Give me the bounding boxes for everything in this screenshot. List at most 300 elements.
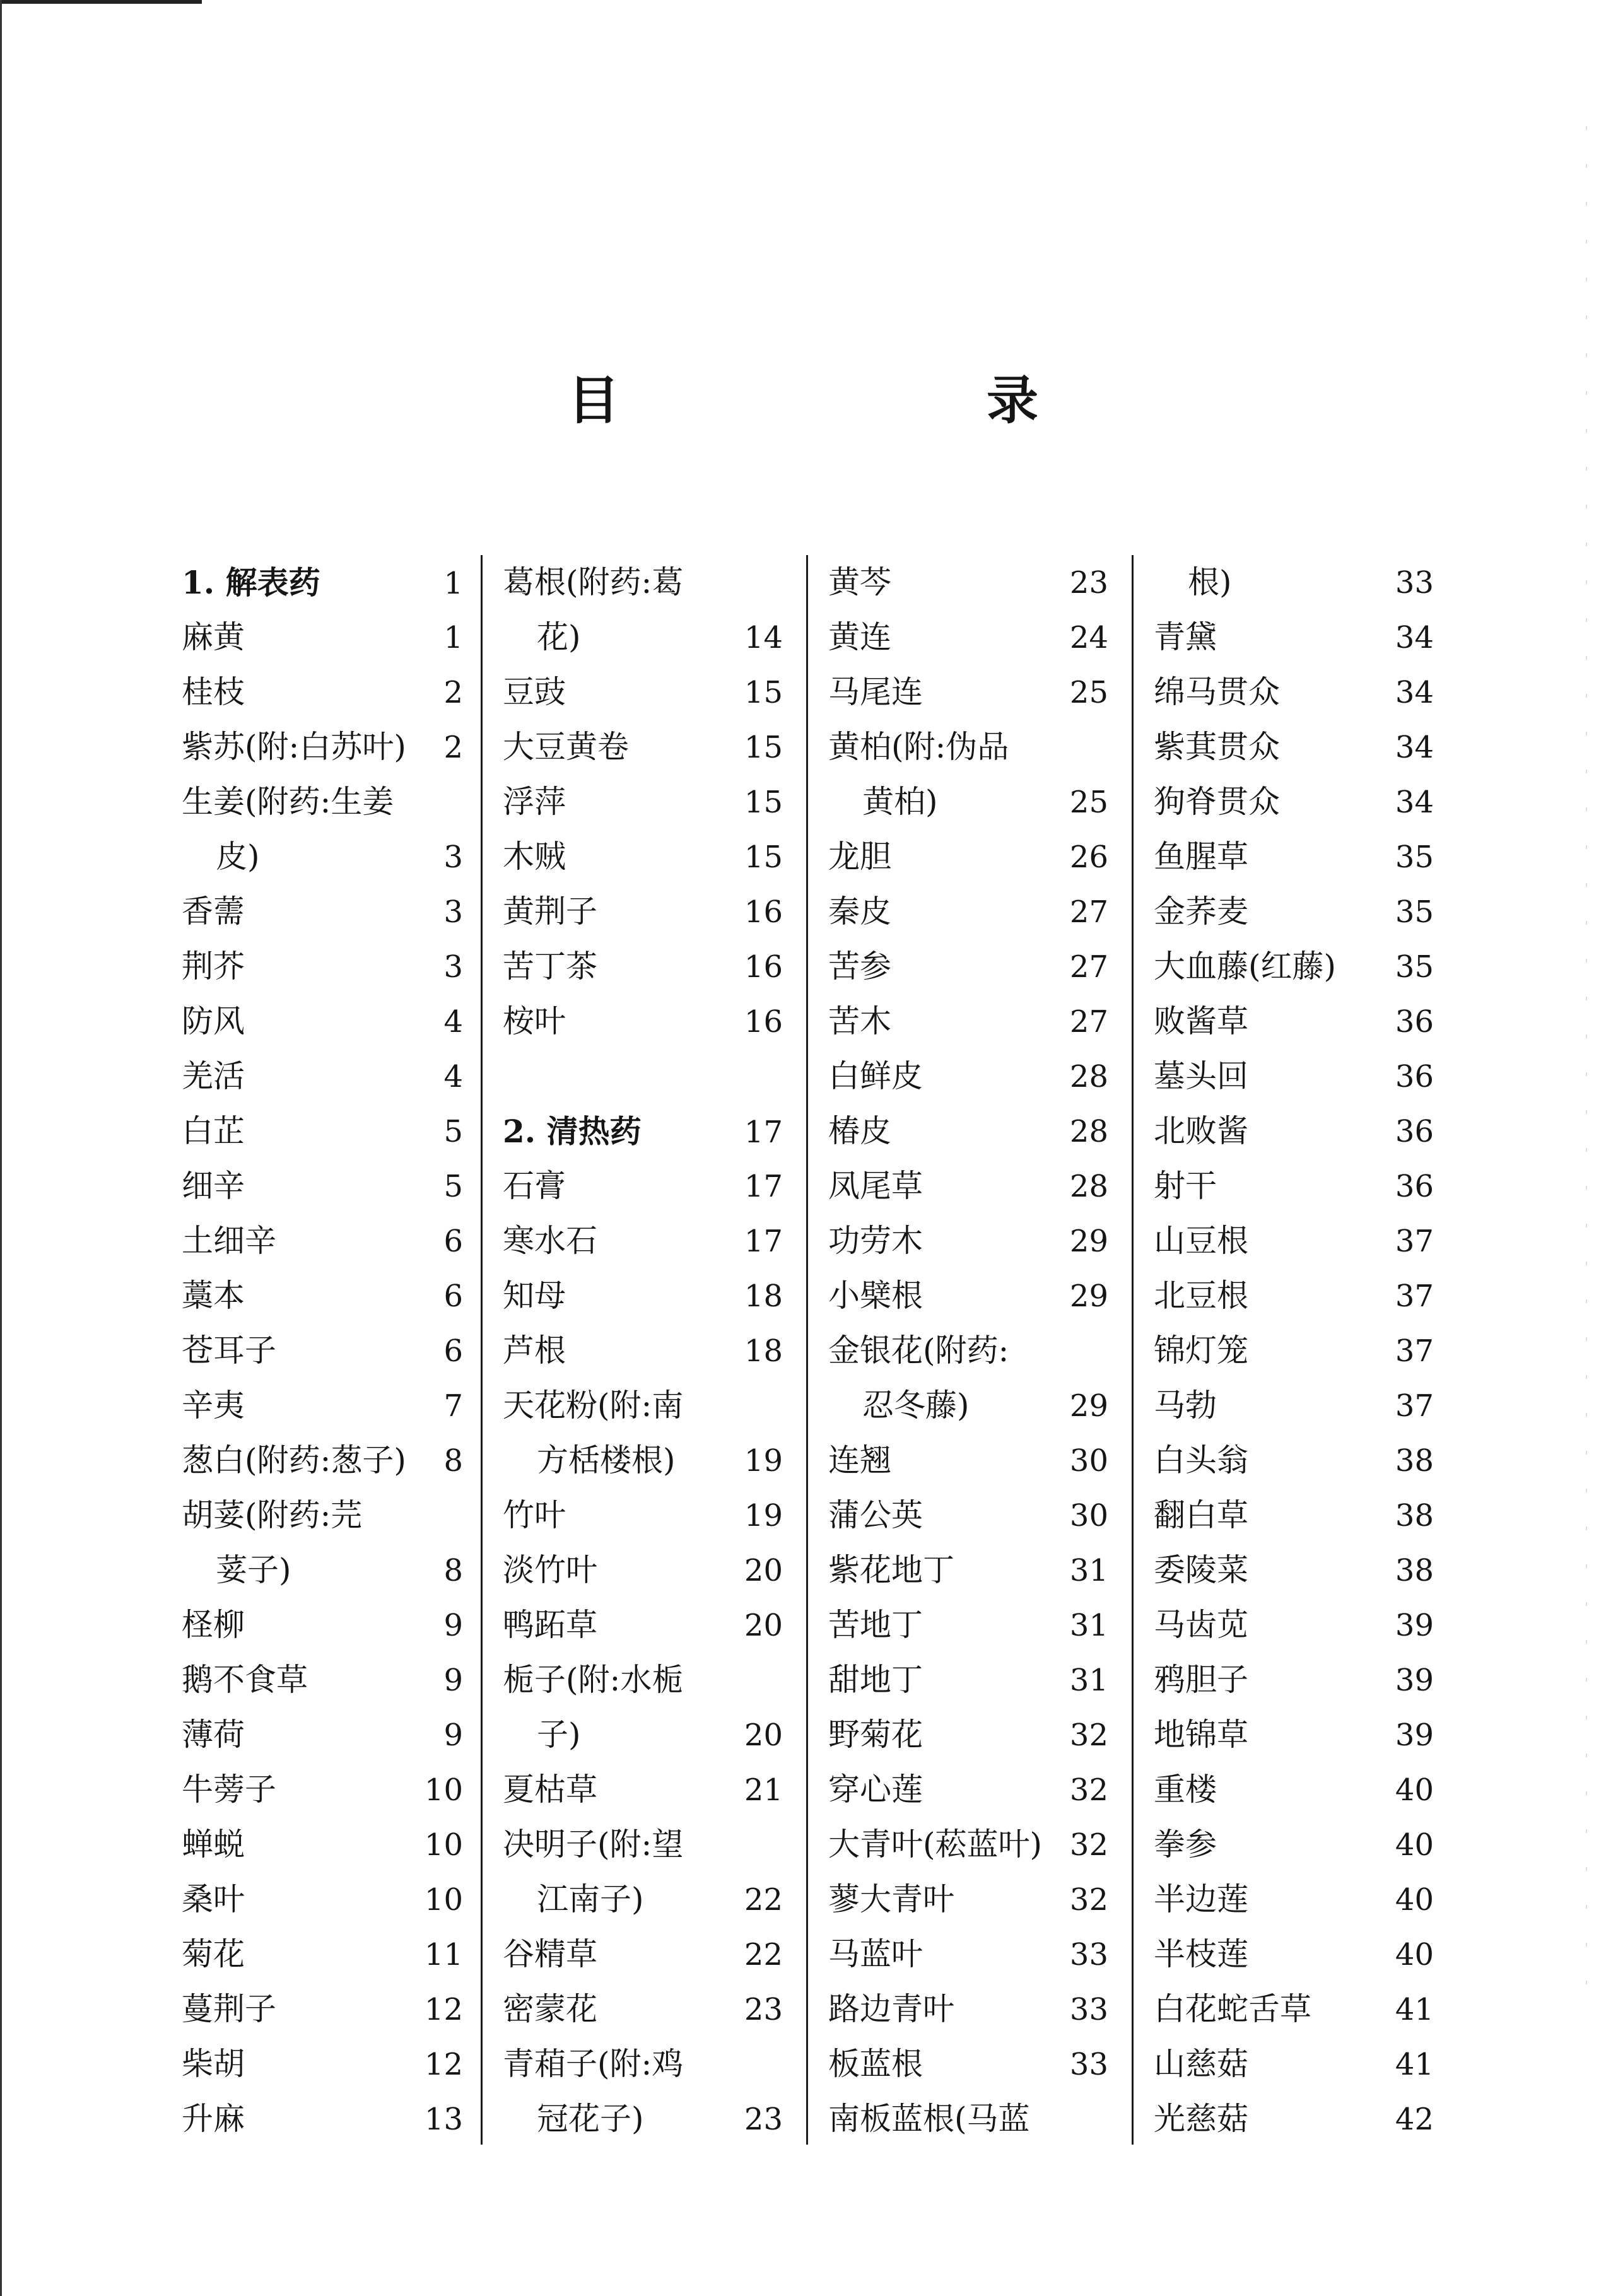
toc-entry	[1134, 1598, 1459, 1653]
toc-entry	[1134, 1817, 1459, 1872]
toc-entry-page: 42	[1395, 2102, 1434, 2137]
toc-entry-page: 33	[1069, 1992, 1108, 2027]
toc-entry-name: 白鲜皮	[828, 1058, 923, 1094]
toc-entry	[1134, 1214, 1459, 1268]
toc-entry-page: 31	[1069, 1608, 1108, 1643]
toc-entry	[182, 2092, 488, 2147]
toc-entry	[808, 1214, 1134, 1268]
toc-entry-name: 密蒙花	[503, 1991, 597, 2027]
toc-entry-page: 14	[744, 620, 783, 655]
toc-column-2	[481, 555, 808, 2145]
toc-entry	[808, 555, 1134, 610]
toc-entry-name: 忍冬藤)	[862, 1387, 970, 1424]
toc-entry-name: 麻黄	[182, 619, 245, 655]
toc-entry	[808, 610, 1134, 665]
toc-entry-name: 半枝莲	[1154, 1936, 1248, 1972]
toc-entry-page: 40	[1395, 1937, 1434, 1972]
toc-entry	[808, 1762, 1134, 1817]
toc-entry	[808, 1049, 1134, 1104]
toc-entry-page: 35	[1395, 894, 1434, 930]
toc-entry-page: 19	[744, 1443, 783, 1479]
toc-entry-name: 苦地丁	[828, 1607, 923, 1643]
toc-entry-name: 决明子(附:望	[503, 1826, 684, 1863]
toc-entry-name: 败酱草	[1154, 1003, 1248, 1040]
toc-entry-page: 3	[443, 894, 463, 930]
toc-entry	[182, 1433, 488, 1488]
toc-entry	[808, 1872, 1134, 1927]
toc-entry-name: 马齿苋	[1154, 1607, 1248, 1643]
toc-entry	[1134, 610, 1459, 665]
toc-entry	[1134, 829, 1459, 884]
toc-entry-page: 40	[1395, 1882, 1434, 1918]
toc-entry	[1134, 1433, 1459, 1488]
toc-entry	[483, 829, 808, 884]
toc-entry	[483, 1488, 808, 1543]
toc-entry-page: 23	[1069, 565, 1108, 600]
toc-entry-page: 37	[1395, 1333, 1434, 1369]
toc-entry	[808, 1378, 1134, 1433]
toc-entry	[1134, 1653, 1459, 1707]
toc-entry	[808, 1268, 1134, 1323]
toc-entry	[1134, 1323, 1459, 1378]
toc-entry-name: 木贼	[503, 838, 566, 875]
toc-entry	[182, 665, 488, 720]
toc-entry-name: 天花粉(附:南	[503, 1387, 684, 1424]
toc-entry	[483, 1927, 808, 1982]
toc-entry-page: 32	[1069, 1882, 1108, 1918]
toc-entry	[483, 1598, 808, 1653]
toc-entry-name: 金荞麦	[1154, 893, 1248, 930]
toc-entry-name: 花)	[537, 619, 581, 655]
toc-entry-name: 凤尾草	[828, 1168, 923, 1204]
toc-entry-page: 39	[1395, 1608, 1434, 1643]
toc-entry-page: 12	[424, 2047, 463, 2082]
toc-entry-name: 椿皮	[828, 1113, 891, 1149]
toc-entry-page: 37	[1395, 1224, 1434, 1259]
toc-entry-name: 重楼	[1154, 1771, 1217, 1808]
toc-entry-page: 8	[443, 1553, 463, 1588]
toc-entry-page: 33	[1069, 2047, 1108, 2082]
toc-entry-name: 射干	[1154, 1168, 1217, 1204]
toc-entry	[808, 1817, 1134, 1872]
toc-column-1	[182, 555, 507, 2147]
toc-entry	[182, 1872, 488, 1927]
toc-entry-page: 19	[744, 1498, 783, 1533]
toc-entry-name: 大血藤(红藤)	[1154, 948, 1337, 985]
toc-entry-name: 紫萁贯众	[1154, 729, 1280, 765]
toc-entry	[182, 1598, 488, 1653]
toc-entry-page: 33	[1069, 1937, 1108, 1972]
toc-entry-name: 鱼腥草	[1154, 838, 1248, 875]
toc-entry	[1134, 1378, 1459, 1433]
toc-entry	[483, 775, 808, 829]
toc-entry	[182, 939, 488, 994]
toc-entry-name: 细辛	[182, 1168, 245, 1204]
toc-entry	[808, 775, 1134, 829]
toc-entry	[808, 939, 1134, 994]
toc-entry-name: 桂枝	[182, 674, 245, 710]
toc-entry-name: 马蓝叶	[828, 1936, 923, 1972]
toc-entry-name: 柽柳	[182, 1607, 245, 1643]
toc-entry	[1134, 1707, 1459, 1762]
toc-entry-name: 防风	[182, 1003, 245, 1040]
toc-entry-name: 金银花(附药:	[828, 1332, 1009, 1369]
toc-entry-name: 绵马贯众	[1154, 674, 1280, 710]
toc-entry-name: 紫花地丁	[828, 1552, 954, 1588]
toc-entry	[483, 1872, 808, 1927]
toc-entry-name: 苦木	[828, 1003, 891, 1040]
toc-entry-page: 29	[1069, 1224, 1108, 1259]
toc-entry-name: 2. 清热药	[503, 1113, 642, 1150]
toc-entry	[483, 1159, 808, 1214]
toc-entry-page: 27	[1069, 949, 1108, 985]
toc-entry-name: 谷精草	[503, 1936, 597, 1972]
toc-entry-name: 马尾连	[828, 674, 923, 710]
toc-column-3	[806, 555, 1134, 2145]
toc-entry-name: 方栝楼根)	[537, 1442, 676, 1479]
toc-entry	[1134, 1104, 1459, 1159]
toc-entry-page: 23	[744, 2102, 783, 2137]
toc-entry	[182, 1323, 488, 1378]
toc-entry	[483, 884, 808, 939]
toc-section-heading	[483, 1104, 808, 1159]
toc-entry-name: 葛根(附药:葛	[503, 564, 684, 600]
toc-entry-name: 板蓝根	[828, 2046, 923, 2082]
toc-entry	[808, 665, 1134, 720]
toc-entry	[808, 1323, 1134, 1378]
toc-entry	[1134, 1982, 1459, 2037]
toc-entry-page: 10	[424, 1772, 463, 1808]
toc-entry	[182, 1817, 488, 1872]
toc-entry-page: 10	[424, 1827, 463, 1863]
toc-entry-page: 40	[1395, 1827, 1434, 1863]
toc-entry-name: 黄柏(附:伪品	[828, 729, 1009, 765]
toc-entry	[808, 994, 1134, 1049]
toc-entry-page: 3	[443, 840, 463, 875]
toc-entry-name: 大豆黄卷	[503, 729, 629, 765]
toc-entry-page: 4	[443, 1059, 463, 1094]
toc-entry-name: 锦灯笼	[1154, 1332, 1248, 1369]
toc-entry-page: 6	[443, 1224, 463, 1259]
toc-entry-page: 21	[744, 1772, 783, 1808]
toc-entry	[1134, 555, 1459, 610]
toc-section-heading	[182, 555, 488, 610]
toc-entry-name: 荽子)	[216, 1552, 291, 1588]
toc-entry-page: 25	[1069, 785, 1108, 820]
toc-column-4	[1132, 555, 1459, 2145]
toc-entry-name: 豆豉	[503, 674, 566, 710]
toc-entry-name: 柴胡	[182, 2046, 245, 2082]
toc-entry-page: 40	[1395, 1772, 1434, 1808]
toc-entry	[483, 2037, 808, 2092]
toc-entry-name: 大青叶(菘蓝叶)	[828, 1826, 1043, 1863]
toc-entry-page: 35	[1395, 840, 1434, 875]
toc-entry-page: 3	[443, 949, 463, 985]
toc-entry	[1134, 884, 1459, 939]
toc-entry	[182, 1104, 488, 1159]
scan-edge-mark	[0, 0, 202, 4]
toc-entry-name: 委陵菜	[1154, 1552, 1248, 1588]
toc-entry-name: 知母	[503, 1277, 566, 1314]
toc-entry	[483, 1543, 808, 1598]
toc-entry	[483, 994, 808, 1049]
toc-entry-name: 山慈菇	[1154, 2046, 1248, 2082]
toc-entry-page: 20	[744, 1608, 783, 1643]
toc-entry	[182, 1543, 488, 1598]
toc-entry	[182, 2037, 488, 2092]
toc-entry-page: 38	[1395, 1553, 1434, 1588]
toc-entry-page: 1	[443, 620, 463, 655]
toc-entry-page: 34	[1395, 730, 1434, 765]
toc-entry-name: 黄连	[828, 619, 891, 655]
toc-entry-page: 22	[744, 1882, 783, 1918]
toc-entry	[483, 1214, 808, 1268]
toc-entry-page: 28	[1069, 1059, 1108, 1094]
toc-entry-name: 紫苏(附:白苏叶)	[182, 729, 406, 765]
toc-entry-page: 32	[1069, 1718, 1108, 1753]
toc-entry-name: 栀子(附:水栀	[503, 1661, 684, 1698]
toc-entry-name: 墓头回	[1154, 1058, 1248, 1094]
toc-entry-page: 5	[443, 1169, 463, 1204]
toc-entry	[483, 1817, 808, 1872]
toc-entry	[808, 829, 1134, 884]
toc-entry-page: 10	[424, 1882, 463, 1918]
toc-entry-name: 白头翁	[1154, 1442, 1248, 1479]
toc-entry-page: 34	[1395, 620, 1434, 655]
toc-entry-name: 浮萍	[503, 783, 566, 820]
toc-entry-name: 山豆根	[1154, 1222, 1248, 1259]
toc-entry-page: 18	[744, 1333, 783, 1369]
toc-entry	[182, 1159, 488, 1214]
toc-entry-page: 41	[1395, 2047, 1434, 2082]
toc-entry-page: 16	[744, 949, 783, 985]
toc-entry-page: 6	[443, 1333, 463, 1369]
toc-entry-page: 18	[744, 1279, 783, 1314]
toc-entry	[483, 665, 808, 720]
toc-entry	[483, 1653, 808, 1707]
toc-entry-page: 9	[443, 1718, 463, 1753]
toc-entry-name: 光慈菇	[1154, 2100, 1248, 2137]
toc-entry-name: 芦根	[503, 1332, 566, 1369]
toc-entry-page: 5	[443, 1114, 463, 1149]
toc-entry-name: 寒水石	[503, 1222, 597, 1259]
toc-entry	[182, 1653, 488, 1707]
toc-entry-name: 皮)	[216, 838, 260, 875]
toc-entry	[1134, 2037, 1459, 2092]
toc-entry-name: 鹅不食草	[182, 1661, 308, 1698]
toc-entry-name: 连翘	[828, 1442, 891, 1479]
toc-entry-page: 9	[443, 1663, 463, 1698]
toc-entry-name: 桉叶	[503, 1003, 566, 1040]
toc-entry-name: 路边青叶	[828, 1991, 954, 2027]
toc-entry-name: 羌活	[182, 1058, 245, 1094]
toc-entry-name: 苍耳子	[182, 1332, 276, 1369]
toc-entry-name: 地锦草	[1154, 1716, 1248, 1753]
toc-entry-name: 黄柏)	[862, 783, 938, 820]
toc-entry-page: 39	[1395, 1663, 1434, 1698]
toc-entry-page: 30	[1069, 1443, 1108, 1479]
toc-entry-page: 15	[744, 785, 783, 820]
toc-entry-page: 17	[744, 1224, 783, 1259]
toc-entry-name: 龙胆	[828, 838, 891, 875]
toc-entry-name: 黄芩	[828, 564, 891, 600]
toc-entry-name: 辛夷	[182, 1387, 245, 1424]
toc-entry	[483, 1268, 808, 1323]
toc-entry-page: 29	[1069, 1279, 1108, 1314]
toc-entry	[182, 829, 488, 884]
toc-entry-page: 28	[1069, 1114, 1108, 1149]
toc-entry-name: 青葙子(附:鸡	[503, 2046, 684, 2082]
toc-entry-name: 根)	[1188, 564, 1232, 600]
toc-entry-page: 17	[744, 1115, 783, 1150]
toc-entry	[182, 1488, 488, 1543]
toc-entry-page: 20	[744, 1553, 783, 1588]
toc-entry-page: 20	[744, 1718, 783, 1753]
toc-entry-page: 9	[443, 1608, 463, 1643]
toc-entry-name: 蓼大青叶	[828, 1881, 954, 1918]
toc-entry	[808, 2092, 1134, 2147]
toc-entry	[182, 1927, 488, 1982]
toc-entry-name: 胡荽(附药:芫	[182, 1497, 363, 1533]
toc-entry	[808, 720, 1134, 775]
toc-entry	[483, 2092, 808, 2147]
toc-entry	[1134, 994, 1459, 1049]
toc-entry	[808, 1598, 1134, 1653]
toc-entry-name: 薄荷	[182, 1716, 245, 1753]
toc-entry-page: 32	[1069, 1772, 1108, 1808]
toc-entry-name: 半边莲	[1154, 1881, 1248, 1918]
toc-entry-name: 鸦胆子	[1154, 1661, 1248, 1698]
toc-entry	[483, 720, 808, 775]
toc-entry	[808, 1488, 1134, 1543]
toc-entry	[1134, 1049, 1459, 1104]
toc-entry-name: 土细辛	[182, 1222, 276, 1259]
toc-entry-name: 子)	[537, 1716, 581, 1753]
toc-entry-page: 31	[1069, 1663, 1108, 1698]
toc-entry	[1134, 1159, 1459, 1214]
toc-entry	[182, 994, 488, 1049]
toc-entry	[1134, 1762, 1459, 1817]
toc-entry-page: 34	[1395, 675, 1434, 710]
toc-entry	[483, 1433, 808, 1488]
toc-entry-page: 38	[1395, 1498, 1434, 1533]
toc-entry-page: 27	[1069, 1004, 1108, 1040]
toc-entry-name: 马勃	[1154, 1387, 1217, 1424]
toc-entry	[483, 555, 808, 610]
toc-entry	[1134, 775, 1459, 829]
toc-entry	[483, 1323, 808, 1378]
toc-entry-page: 2	[443, 675, 463, 710]
toc-entry-name: 石膏	[503, 1168, 566, 1204]
toc-entry	[808, 2037, 1134, 2092]
toc-entry-page: 41	[1395, 1992, 1434, 2027]
toc-entry-page: 32	[1069, 1827, 1108, 1863]
toc-entry-page: 11	[424, 1937, 463, 1972]
page-title: 目 录	[567, 371, 1196, 431]
toc-entry	[182, 1049, 488, 1104]
toc-entry-name: 鸭跖草	[503, 1607, 597, 1643]
toc-entry	[483, 1982, 808, 2037]
toc-entry-page: 28	[1069, 1169, 1108, 1204]
toc-entry-page: 30	[1069, 1498, 1108, 1533]
toc-entry-page: 15	[744, 730, 783, 765]
toc-entry-page: 2	[443, 730, 463, 765]
toc-entry-name: 苦参	[828, 948, 891, 985]
toc-entry-page: 1	[443, 566, 463, 601]
toc-entry	[483, 1378, 808, 1433]
toc-entry-name: 生姜(附药:生姜	[182, 783, 394, 820]
toc-entry-page: 37	[1395, 1279, 1434, 1314]
toc-entry-name: 冠花子)	[537, 2100, 644, 2137]
toc-entry	[182, 1214, 488, 1268]
toc-entry-name: 穿心莲	[828, 1771, 923, 1808]
toc-entry-name: 青黛	[1154, 619, 1217, 655]
toc-entry	[483, 939, 808, 994]
toc-entry	[1134, 1268, 1459, 1323]
toc-entry	[1134, 1927, 1459, 1982]
toc-entry	[182, 610, 488, 665]
toc-entry-page: 35	[1395, 949, 1434, 985]
toc-entry-name: 甜地丁	[828, 1661, 923, 1698]
toc-entry-page: 17	[744, 1169, 783, 1204]
toc-entry	[483, 610, 808, 665]
toc-entry-page: 7	[443, 1388, 463, 1424]
toc-entry-name: 秦皮	[828, 893, 891, 930]
toc-entry	[808, 1927, 1134, 1982]
toc-entry	[808, 884, 1134, 939]
toc-entry-page: 15	[744, 675, 783, 710]
toc-entry	[808, 1982, 1134, 2037]
toc-entry-name: 牛蒡子	[182, 1771, 276, 1808]
toc-entry	[182, 884, 488, 939]
toc-entry-page: 8	[443, 1443, 463, 1479]
toc-entry-page: 6	[443, 1279, 463, 1314]
toc-entry-name: 小檗根	[828, 1277, 923, 1314]
toc-entry-page: 16	[744, 894, 783, 930]
toc-entry-name: 荆芥	[182, 948, 245, 985]
toc-entry-name: 翻白草	[1154, 1497, 1248, 1533]
toc-entry-name: 竹叶	[503, 1497, 566, 1533]
toc-entry-name: 江南子)	[537, 1881, 644, 1918]
toc-entry	[808, 1433, 1134, 1488]
toc-entry-page: 36	[1395, 1004, 1434, 1040]
toc-entry-page: 25	[1069, 675, 1108, 710]
toc-entry	[1134, 1488, 1459, 1543]
toc-entry	[182, 720, 488, 775]
toc-entry	[1134, 720, 1459, 775]
toc-entry-name: 功劳木	[828, 1222, 923, 1259]
toc-entry-name: 蝉蜕	[182, 1826, 245, 1863]
toc-entry	[1134, 1872, 1459, 1927]
toc-entry	[182, 1762, 488, 1817]
toc-entry	[808, 1159, 1134, 1214]
toc-entry-page: 39	[1395, 1718, 1434, 1753]
toc-entry	[1134, 1543, 1459, 1598]
toc-entry	[1134, 665, 1459, 720]
toc-entry-name: 藁本	[182, 1277, 245, 1314]
toc-entry	[808, 1653, 1134, 1707]
toc-entry-name: 升麻	[182, 2100, 245, 2137]
toc-entry-name: 白花蛇舌草	[1154, 1991, 1311, 2027]
toc-entry-page: 36	[1395, 1059, 1434, 1094]
toc-entry-name: 1. 解表药	[182, 564, 320, 601]
toc-entry-name: 蔓荆子	[182, 1991, 276, 2027]
toc-entry-page: 33	[1395, 565, 1434, 600]
toc-entry-page: 12	[424, 1992, 463, 2027]
toc-entry-page: 24	[1069, 620, 1108, 655]
toc-entry	[182, 1707, 488, 1762]
toc-entry-page: 36	[1395, 1169, 1434, 1204]
